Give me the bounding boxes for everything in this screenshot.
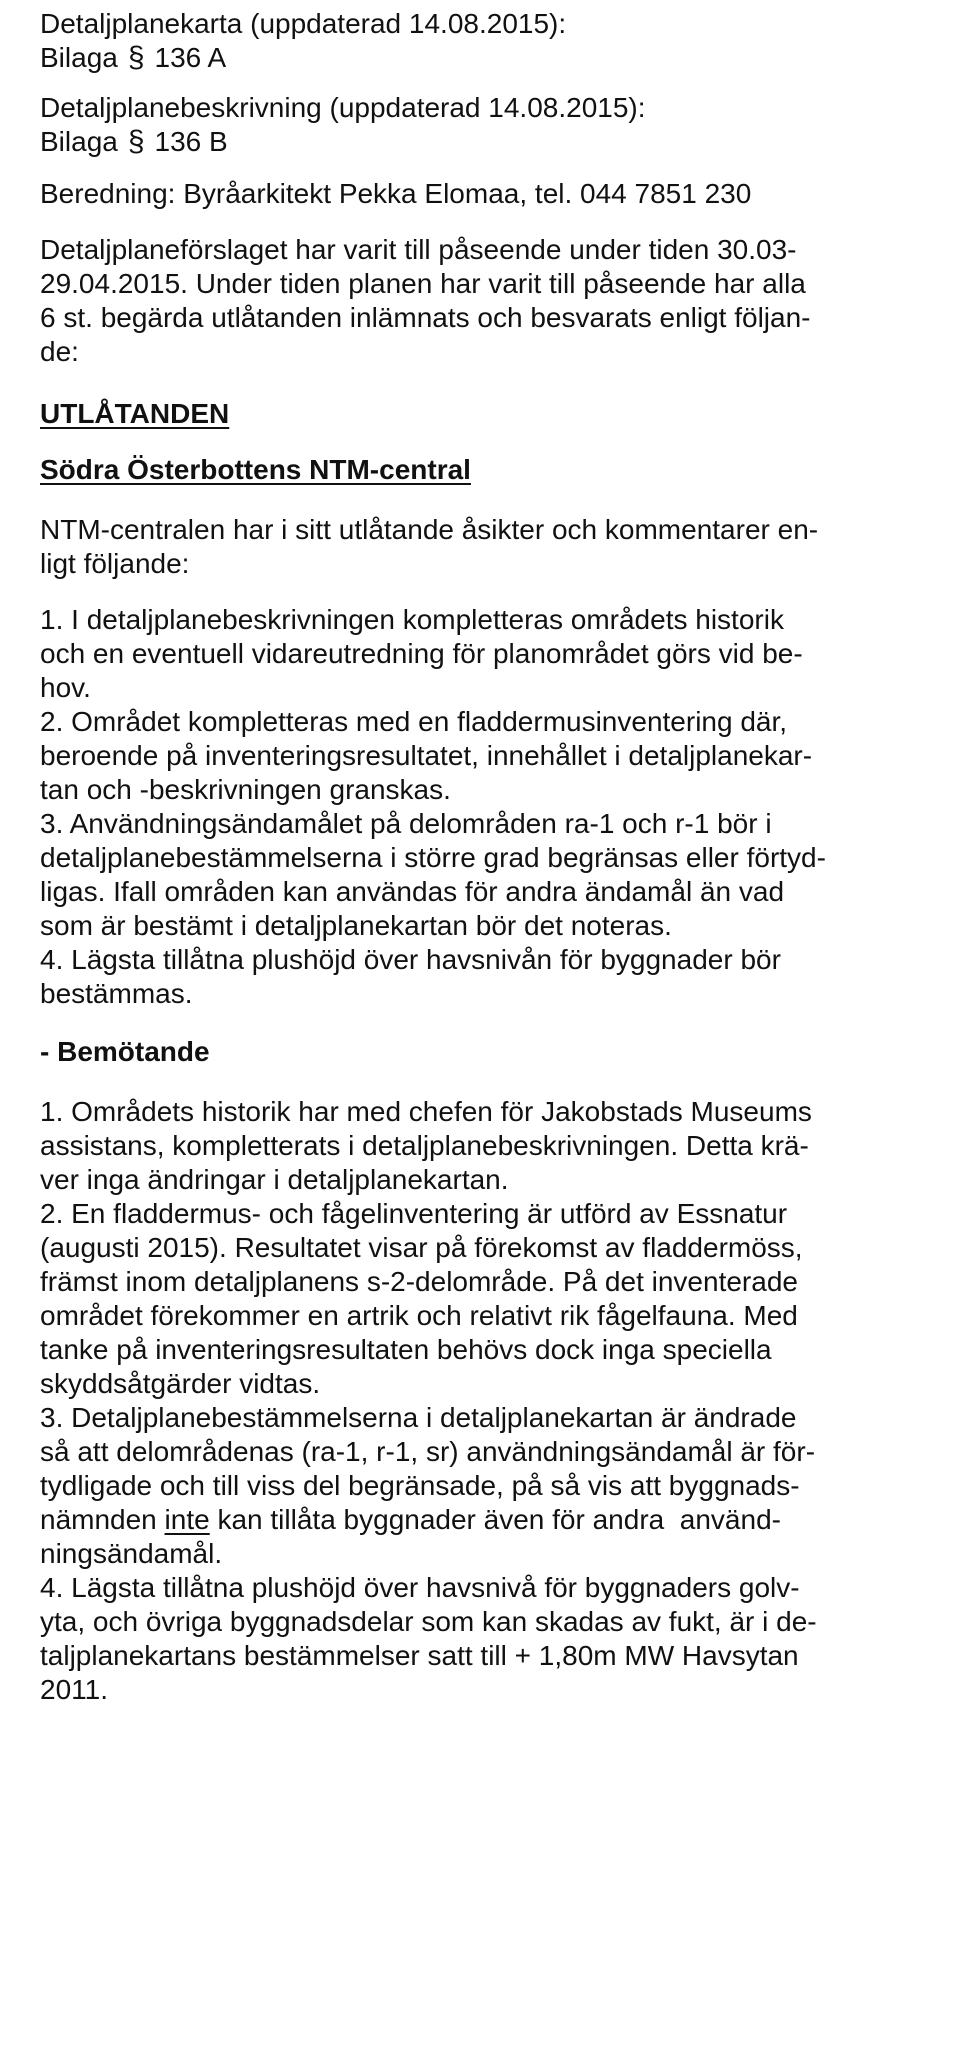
intro-line: 29.04.2015. Under tiden planen har varit till påseende har alla (40, 268, 806, 299)
response-heading: - Bemötande (40, 1036, 210, 1067)
response-line: ver inga ändringar i detaljplanekartan. (40, 1164, 509, 1195)
response-line: 4. Lägsta tillåtna plushöjd över havsnivå för byggnaders golv- (40, 1572, 800, 1603)
response-line: taljplanekartans bestämmelser satt till + 1,80m MW Havsytan (40, 1640, 799, 1671)
intro-line: 6 st. begärda utlåtanden inlämnats och besvarats enligt följan- (40, 302, 811, 333)
statement-line: NTM-centralen har i sitt utlåtande åsikter och kommentarer en- (40, 514, 819, 545)
underlined-word: inte (164, 1504, 210, 1535)
statement-line: ligt följande: (40, 548, 190, 579)
point-line: bestämmas. (40, 978, 193, 1009)
attachment-a-prefix: Bilaga (40, 42, 118, 73)
attachment-a-number: 136 A (154, 42, 227, 73)
section-sign-icon: § (127, 41, 145, 74)
response-line: 1. Områdets historik har med chefen för Jakobstads Museums (40, 1096, 812, 1127)
attachment-b-label: Detaljplanebeskrivning (uppdaterad 14.08.2015): (40, 92, 646, 123)
point-line: 2. Området kompletteras med en fladdermusinventering där, (40, 706, 788, 737)
intro-line: de: (40, 336, 79, 367)
response-line: (augusti 2015). Resultatet visar på förekomst av fladdermöss, (40, 1232, 803, 1263)
attachment-a-ref (40, 40, 226, 76)
response-line: 3. Detaljplanebestämmelserna i detaljplanekartan är ändrade (40, 1402, 797, 1433)
point-line: 1. I detaljplanebeskrivningen kompletteras områdets historik (40, 604, 784, 635)
preparation-line: Beredning: Byråarkitekt Pekka Elomaa, tel. 044 7851 230 (40, 178, 752, 209)
response-line-with-emphasis (40, 1502, 781, 1538)
intro-line: Detaljplaneförslaget har varit till påseende under tiden 30.03- (40, 234, 797, 265)
response-line: tanke på inventeringsresultaten behövs dock inga speciella (40, 1334, 772, 1365)
attachment-b-prefix: Bilaga (40, 126, 118, 157)
attachment-b-ref (40, 124, 228, 160)
response-text: kan tillåta byggnader även för andra använd- (209, 1504, 781, 1535)
response-line: skyddsåtgärder vidtas. (40, 1368, 321, 1399)
point-line: detaljplanebestämmelserna i större grad begränsas eller förtyd- (40, 842, 826, 873)
point-line: ligas. Ifall områden kan användas för andra ändamål än vad (40, 876, 785, 907)
attachment-b-number: 136 B (154, 126, 228, 157)
point-line: 3. Användningsändamålet på delområden ra-1 och r-1 bör i (40, 808, 772, 839)
section-heading: UTLÅTANDEN (40, 398, 230, 429)
authority-heading: Södra Österbottens NTM-central (40, 454, 471, 485)
point-line: tan och -beskrivningen granskas. (40, 774, 451, 805)
response-line: ningsändamål. (40, 1538, 223, 1569)
attachment-a-label: Detaljplanekarta (uppdaterad 14.08.2015): (40, 8, 567, 39)
response-line: 2. En fladdermus- och fågelinventering är utförd av Essnatur (40, 1198, 788, 1229)
response-line: assistans, kompletterats i detaljplanebeskrivningen. Detta krä- (40, 1130, 809, 1161)
response-line: området förekommer en artrik och relativt rik fågelfauna. Med (40, 1300, 798, 1331)
response-line: tydligade och till viss del begränsade, på så vis att byggnads- (40, 1470, 800, 1501)
point-line: hov. (40, 672, 91, 703)
point-line: och en eventuell vidareutredning för planområdet görs vid be- (40, 638, 803, 669)
point-line: beroende på inventeringsresultatet, innehållet i detaljplanekar- (40, 740, 813, 771)
response-line: 2011. (40, 1674, 108, 1705)
point-line: 4. Lägsta tillåtna plushöjd över havsnivån för byggnader bör (40, 944, 781, 975)
response-text: nämnden (40, 1504, 165, 1535)
response-line: så att delområdenas (ra-1, r-1, sr) användningsändamål är för- (40, 1436, 816, 1467)
response-line: främst inom detaljplanens s-2-delområde. På det inventerade (40, 1266, 798, 1297)
response-line: yta, och övriga byggnadsdelar som kan skadas av fukt, är i de- (40, 1606, 817, 1637)
point-line: som är bestämt i detaljplanekartan bör det noteras. (40, 910, 672, 941)
section-sign-icon: § (127, 125, 145, 158)
